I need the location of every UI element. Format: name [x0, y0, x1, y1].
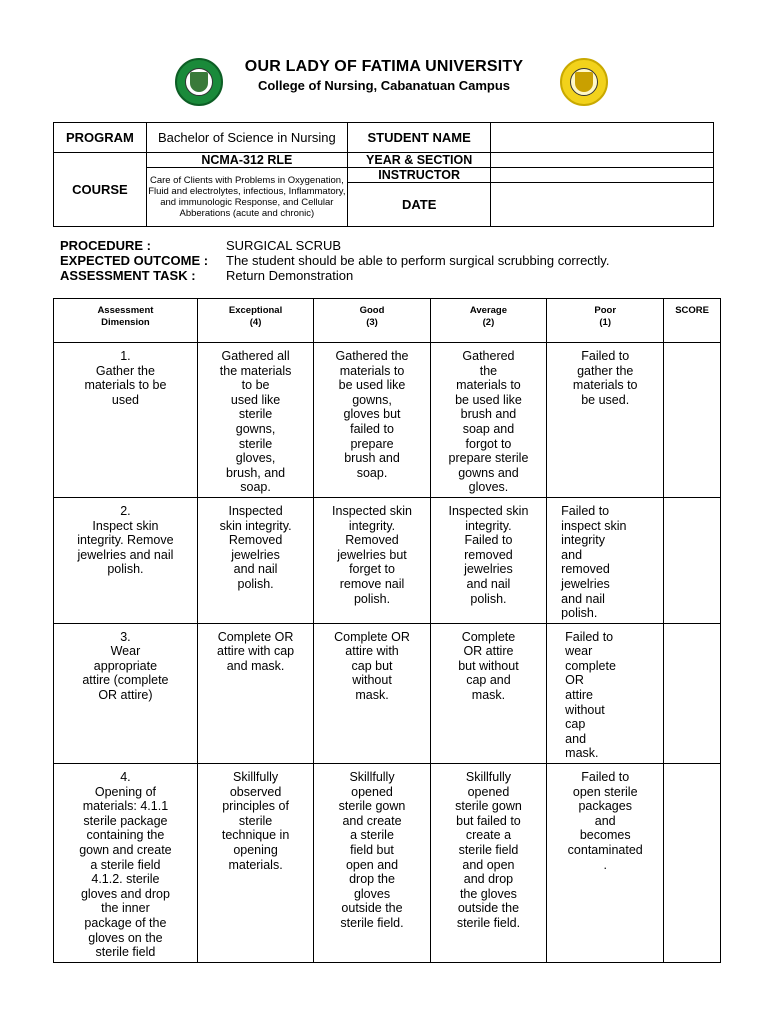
procedure-value: SURGICAL SCRUB — [226, 238, 342, 253]
document-header — [0, 58, 768, 108]
date-field[interactable] — [491, 183, 714, 227]
dimension-cell: 1. Gather the materials to be used — [54, 343, 198, 498]
good-cell: Inspected skin integrity. Removed jewelries but forget to remove nail polish. — [314, 497, 430, 623]
expected-outcome-value: The student should be able to perform surgical scrubbing correctly. — [226, 253, 610, 268]
average-cell: Inspected skin integrity. Failed to removed jewelries and nail polish. — [430, 497, 546, 623]
header-good: Good (3) — [314, 299, 430, 343]
score-cell[interactable] — [664, 764, 721, 963]
poor-cell: Failed to gather the materials to be used. — [547, 343, 664, 498]
score-cell[interactable] — [664, 343, 721, 498]
header-exceptional: Exceptional (4) — [197, 299, 313, 343]
poor-cell: Failed to inspect skin integrity and removed jewelries and nail polish. — [547, 497, 664, 623]
average-cell: Skillfully opened sterile gown but failed to create a sterile field and open and drop the gloves outside the sterile field. — [430, 764, 546, 963]
average-cell: Gathered the materials to be used like brush and soap and forgot to prepare sterile gowns and gloves. — [430, 343, 546, 498]
rubric-table — [53, 298, 721, 963]
assessment-task-label: ASSESSMENT TASK : — [60, 268, 196, 283]
program-value: Bachelor of Science in Nursing — [146, 123, 347, 153]
header-poor: Poor (1) — [547, 299, 664, 343]
exceptional-cell: Inspected skin integrity. Removed jewelries and nail polish. — [197, 497, 313, 623]
student-info-table — [53, 122, 714, 227]
year-section-label: YEAR & SECTION — [347, 153, 491, 168]
year-section-field[interactable] — [491, 153, 714, 168]
table-row — [54, 343, 721, 498]
score-cell[interactable] — [664, 497, 721, 623]
student-name-field[interactable] — [491, 123, 714, 153]
course-label: COURSE — [54, 153, 147, 227]
average-cell: Complete OR attire but without cap and mask. — [430, 623, 546, 763]
assessment-task-value: Return Demonstration — [226, 268, 354, 283]
table-row — [54, 623, 721, 763]
procedure-block — [60, 238, 609, 283]
dimension-cell: 2. Inspect skin integrity. Remove jewelries and nail polish. — [54, 497, 198, 623]
date-label: DATE — [347, 183, 491, 227]
score-cell[interactable] — [664, 623, 721, 763]
exceptional-cell: Complete OR attire with cap and mask. — [197, 623, 313, 763]
good-cell: Gathered the materials to be used like gowns, gloves but failed to prepare brush and soap. — [314, 343, 430, 498]
table-row — [54, 764, 721, 963]
course-code: NCMA-312 RLE — [146, 153, 347, 168]
header-assessment-dimension: Assessment Dimension — [54, 299, 198, 343]
good-cell: Complete OR attire with cap but without mask. — [314, 623, 430, 763]
program-label: PROGRAM — [54, 123, 147, 153]
expected-outcome-label: EXPECTED OUTCOME : — [60, 253, 209, 268]
header-score: SCORE — [664, 299, 721, 343]
instructor-field[interactable] — [491, 168, 714, 183]
shield-icon — [575, 72, 593, 92]
dimension-cell: 3. Wear appropriate attire (complete OR attire) — [54, 623, 198, 763]
exceptional-cell: Gathered all the materials to be used like sterile gowns, sterile gloves, brush, and soap. — [197, 343, 313, 498]
college-seal-logo — [560, 58, 608, 106]
header-average: Average (2) — [430, 299, 546, 343]
good-cell: Skillfully opened sterile gown and create a sterile field but open and drop the gloves outside the sterile field. — [314, 764, 430, 963]
poor-cell: Failed to wear complete OR attire without cap and mask. — [547, 623, 664, 763]
course-description: Care of Clients with Problems in Oxygenation, Fluid and electrolytes, infectious, Inflammatory, and immunologic Response, and Cellular Abberations (acute and chronic) — [146, 168, 347, 227]
dimension-cell: 4. Opening of materials: 4.1.1 sterile package containing the gown and create a sterile field 4.1.2. sterile gloves and drop the inner package of the gloves on the sterile field — [54, 764, 198, 963]
exceptional-cell: Skillfully observed principles of sterile technique in opening materials. — [197, 764, 313, 963]
student-name-label: STUDENT NAME — [347, 123, 491, 153]
college-name: College of Nursing, Cabanatuan Campus — [257, 78, 511, 93]
university-name: OUR LADY OF FATIMA UNIVERSITY — [244, 58, 524, 75]
table-row — [54, 497, 721, 623]
instructor-label: INSTRUCTOR — [347, 168, 491, 183]
poor-cell: Failed to open sterile packages and becomes contaminated . — [547, 764, 664, 963]
procedure-label: PROCEDURE : — [60, 238, 152, 253]
